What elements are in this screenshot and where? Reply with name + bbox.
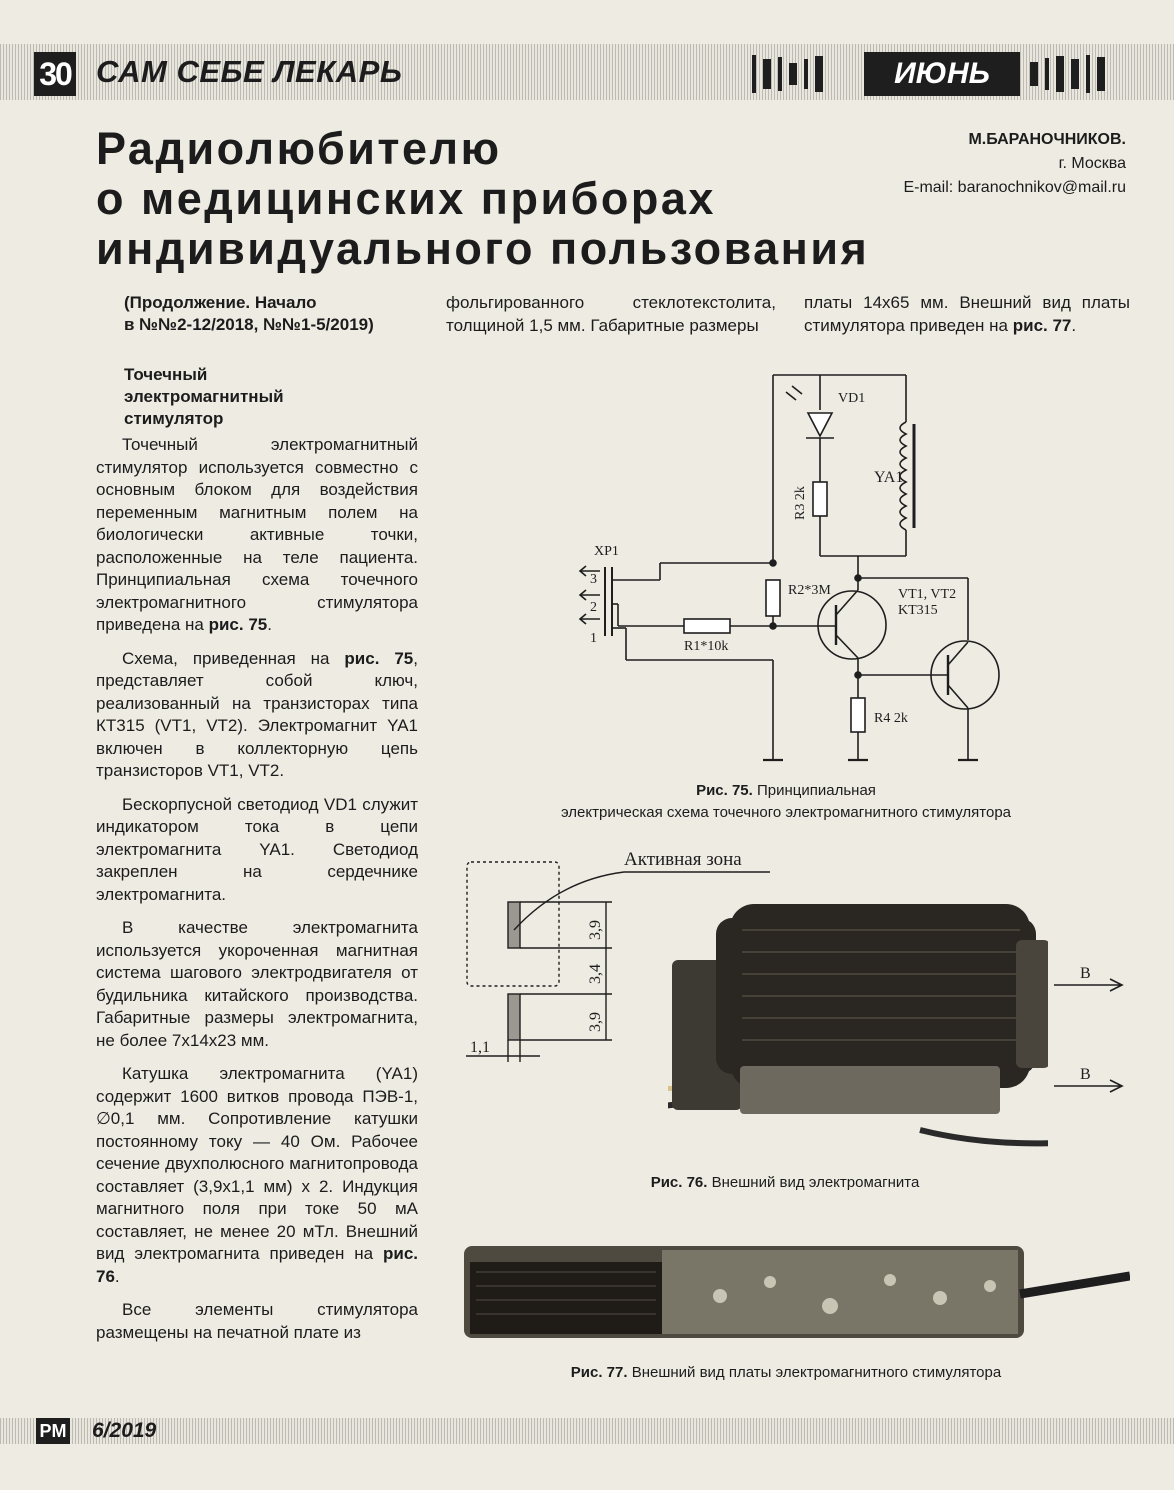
label-pin3: 3 (590, 572, 597, 587)
label-vt: VT1, VT2 (898, 587, 957, 602)
figure-label: Рис. 75. (696, 782, 753, 799)
dim-label: 3,4 (587, 964, 604, 984)
connector-pin-arrow (580, 590, 600, 600)
board-photo (464, 1240, 1130, 1344)
continuation-note (124, 292, 374, 336)
figure-label: Рис. 77. (570, 1364, 628, 1381)
caption-line: электрическая схема точечного электромагнитного стимулятора (560, 804, 1012, 821)
author-block (903, 128, 1126, 200)
label-pin2: 2 (590, 600, 597, 615)
issue-number: 6/2019 (92, 1419, 157, 1442)
author-email: E-mail: baranochnikov@mail.ru (903, 179, 1126, 196)
decorative-bars-left (752, 54, 823, 94)
label-b: B (1080, 1066, 1091, 1083)
resistor-r1 (684, 619, 730, 633)
article-title (96, 124, 976, 274)
led-arrow (786, 392, 796, 400)
label-active-zone: Активная зона (624, 849, 742, 870)
led-arrow (792, 386, 802, 394)
rubric-title: САМ СЕБЕ ЛЕКАРЬ (96, 54, 403, 89)
figure-77-caption: Рис. 77. Внешний вид платы электромагнитного стимулятора (570, 1364, 1002, 1381)
paragraph: Все элементы стимулятора размещены на печатной плате из (96, 1300, 418, 1342)
circuit-schematic (560, 360, 1020, 770)
paragraph: платы 14x65 мм. Внешний вид платы стимулятора приведен на рис. 77. (804, 293, 1130, 335)
label-xp1: XP1 (594, 544, 619, 559)
decorative-bars-right (1030, 54, 1105, 94)
heading-line: Точечный (124, 365, 208, 384)
figure-ref: рис. 75 (344, 648, 414, 668)
label-r2: R2*3M (788, 583, 831, 598)
continuation-line: (Продолжение. Начало (124, 293, 317, 312)
figure-ref: рис. 75 (208, 615, 268, 634)
continuation-line: в №№2-12/2018, №№1-5/2019) (124, 315, 374, 334)
figure-75-caption: Рис. 75. Принципиальная электрическая схема точечного электромагнитного стимулятора (470, 780, 1102, 824)
label-ya1: YA1 (874, 469, 904, 486)
junction-dot (855, 672, 861, 678)
resistor-r3 (813, 482, 827, 516)
figure-ref: рис. 77 (1012, 315, 1072, 335)
magazine-logo: PM (36, 1418, 70, 1444)
paragraph: Катушка электромагнита (YA1) содержит 1600 витков провода ПЭВ-1, ∅0,1 мм. Сопротивление катушки постоянному току — 40 Ом. Рабочее сечение двухполюсного магнитопровода составляет (3,9x1,1 мм) x 2. Индукция магнитного поля при токе 50 мА составляет, не менее 20 мТл. Внешний вид электромагнита приведен на рис. 76. (96, 1064, 418, 1286)
resistor-r4 (851, 698, 865, 732)
label-b: B (1080, 965, 1091, 982)
page-number: 30 (34, 52, 76, 96)
led-vd1-symbol (808, 413, 832, 436)
transistor-vt1 (818, 591, 886, 659)
label-vd1: VD1 (838, 391, 866, 406)
label-r3: R3 2k (793, 486, 808, 520)
dim-label: 3,9 (587, 920, 604, 940)
figure-76-caption: Рис. 76. Внешний вид электромагнита (650, 1174, 920, 1191)
month-label: ИЮНЬ (864, 52, 1020, 96)
connector-pin-arrow (580, 614, 600, 624)
dim-label: 3,9 (587, 1012, 604, 1032)
text-column-1 (96, 434, 418, 1344)
paragraph: Бескорпусной светодиод VD1 служит индикатором тока в цепи электромагнита YA1. Светодиод закреплен на сердечнике электромагнита. (96, 794, 418, 904)
footer-strip (0, 1418, 1174, 1444)
pole-lower (508, 994, 520, 1040)
electromagnet-photo (668, 888, 1048, 1150)
label-r1: R1*10k (684, 639, 729, 654)
label-r4: R4 2k (874, 711, 908, 726)
title-line: о медицинских приборах (96, 173, 716, 224)
transistor-emitter (836, 635, 858, 658)
paragraph: В качестве электромагнита используется укороченная магнитная система шагового электродвигателя от будильника китайского производства. Габаритные размеры электромагнита, не более 7x14x23 мм. (96, 918, 418, 1050)
paragraph: фольгированного стеклотекстолита, толщиной 1,5 мм. Габаритные размеры (446, 293, 776, 335)
field-arrows (1050, 960, 1130, 1100)
dim-label: 1,1 (470, 1039, 490, 1056)
paragraph: Точечный электромагнитный стимулятор используется совместно с основным блоком для воздействия переменным магнитным полем на биологически активные точки, расположенные на теле пациента. Принципиальная схема точечного электромагнитного стимулятора приведена на рис. 75. (96, 435, 418, 634)
paragraph: Схема, приведенная на рис. 75, представляет собой ключ, реализованный на транзисторах типа КТ315 (VT1, VT2). Электромагнит YA1 включен в коллекторную цепь транзисторов VT1, VT2. (96, 648, 418, 780)
text-column-3 (804, 292, 1130, 337)
section-heading (124, 364, 344, 430)
label-kt315: KT315 (898, 603, 938, 618)
figure-ref: рис. 76 (96, 1244, 418, 1286)
heading-line: стимулятор (124, 409, 224, 428)
author-city: г. Москва (1058, 155, 1126, 172)
text-column-2 (446, 292, 776, 337)
label-pin1: 1 (590, 631, 597, 646)
author-name: М.БАРАНОЧНИКОВ. (968, 131, 1126, 148)
title-line: Радиолюбителю (96, 123, 502, 174)
title-line: индивидуального пользования (96, 223, 870, 274)
transistor-collector (948, 642, 968, 665)
figure-label: Рис. 76. (650, 1174, 708, 1191)
heading-line: электромагнитный (124, 387, 284, 406)
transistor-emitter (948, 685, 968, 708)
resistor-r2 (766, 580, 780, 616)
